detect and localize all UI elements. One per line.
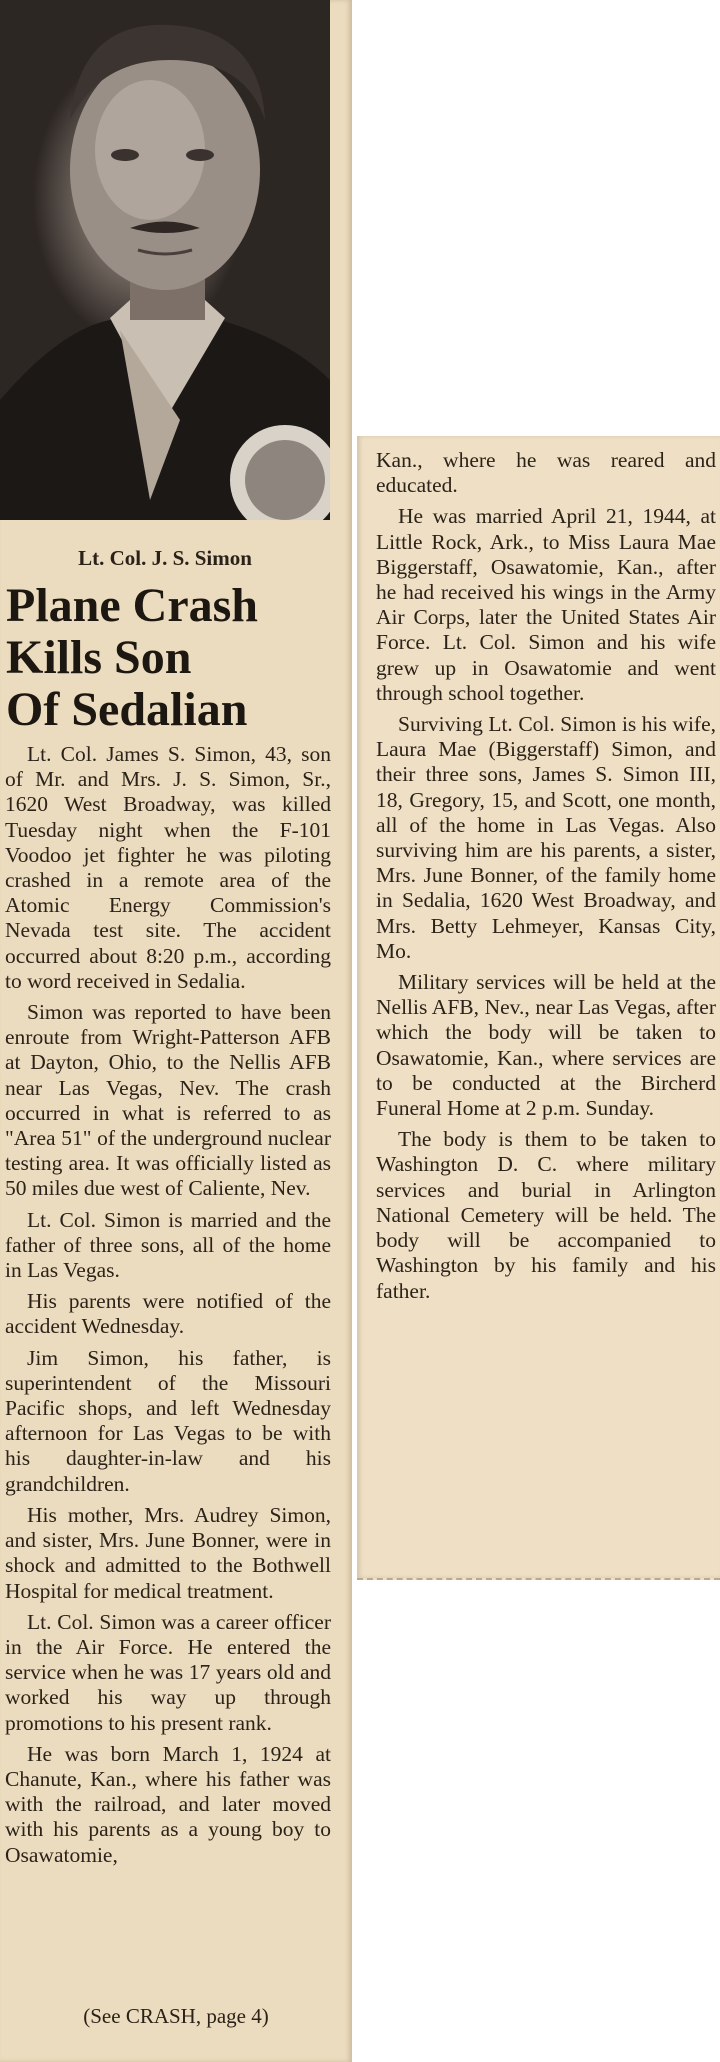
paragraph: Lt. Col. Simon is married and the father of three sons, all of the home in Las Vegas. [5,1207,331,1283]
portrait-photo [0,0,330,520]
paragraph: Military services will be held at the Nellis AFB, Nev., near Las Vegas, after which the body will be taken to Osawatomie, Kan., where services are to be conducted at the Bircherd Funeral Home at 2 p.m. Sunday. [376,970,716,1121]
photo-caption: Lt. Col. J. S. Simon [78,546,252,570]
paragraph: His parents were notified of the accident Wednesday. [5,1289,331,1339]
jump-line: (See CRASH, page 4) [83,2004,269,2028]
headline [6,580,336,736]
headline-line-2: Kills Son [6,631,192,684]
paragraph: Lt. Col. James S. Simon, 43, son of Mr. and Mrs. J. S. Simon, Sr., 1620 West Broadway, was killed Tuesday night when the F-101 Voodoo jet fighter he was piloting crashed in a remote area of the Atomic Energy Commission's Nevada test site. The accident occurred about 8:20 p.m., according to word received in Sedalia. [5,742,331,993]
headline-line-3: Of Sedalian [6,683,248,736]
paragraph: The body is them to be taken to Washington D. C. where military services and burial in Arlington National Cemetery will be held. The body will be accompanied to Washington by his family and his father. [376,1127,716,1303]
paragraph: He was married April 21, 1944, at Little Rock, Ark., to Miss Laura Mae Biggerstaff, Osawatomie, Kan., after he had received his wings in the Army Air Corps, later the United States Air Force. Lt. Col. Simon and his wife grew up in Osawatomie and went through school together. [376,504,716,705]
article-column-1 [5,742,331,1874]
paragraph: His mother, Mrs. Audrey Simon, and sister, Mrs. June Bonner, were in shock and admitted to the Bothwell Hospital for medical treatment. [5,1502,331,1603]
paragraph: Lt. Col. Simon was a career officer in the Air Force. He entered the service when he was 17 years old and worked his way up through promotions to his present rank. [5,1609,331,1735]
article-column-2 [376,448,716,1310]
paragraph: He was born March 1, 1924 at Chanute, Kan., where his father was with the railroad, and later moved with his parents as a young boy to Osawatomie, [5,1741,331,1867]
portrait-illustration [0,0,330,520]
clipping-left [0,0,352,2062]
headline-line-1: Plane Crash [6,579,258,632]
paragraph: Jim Simon, his father, is superintendent of the Missouri Pacific shops, and left Wednesday afternoon for Las Vegas to be with his daughter-in-law and his grandchildren. [5,1345,331,1496]
paragraph: Simon was reported to have been enroute from Wright-Patterson AFB at Dayton, Ohio, to the Nellis AFB near Las Vegas, Nev. The crash occurred in what is referred to as "Area 51" of the underground nuclear testing area. It was officially listed as 50 miles due west of Caliente, Nev. [5,1000,331,1201]
paragraph: Kan., where he was reared and educated. [376,448,716,498]
paragraph: Surviving Lt. Col. Simon is his wife, Laura Mae (Biggerstaff) Simon, and their three sons, James S. Simon III, 18, Gregory, 15, and Scott, one month, all of the home in Las Vegas. Also surviving him are his parents, a sister, Mrs. June Bonner, of the family home in Sedalia, 1620 West Broadway, and Mrs. Betty Lehmeyer, Kansas City, Mo. [376,712,716,963]
